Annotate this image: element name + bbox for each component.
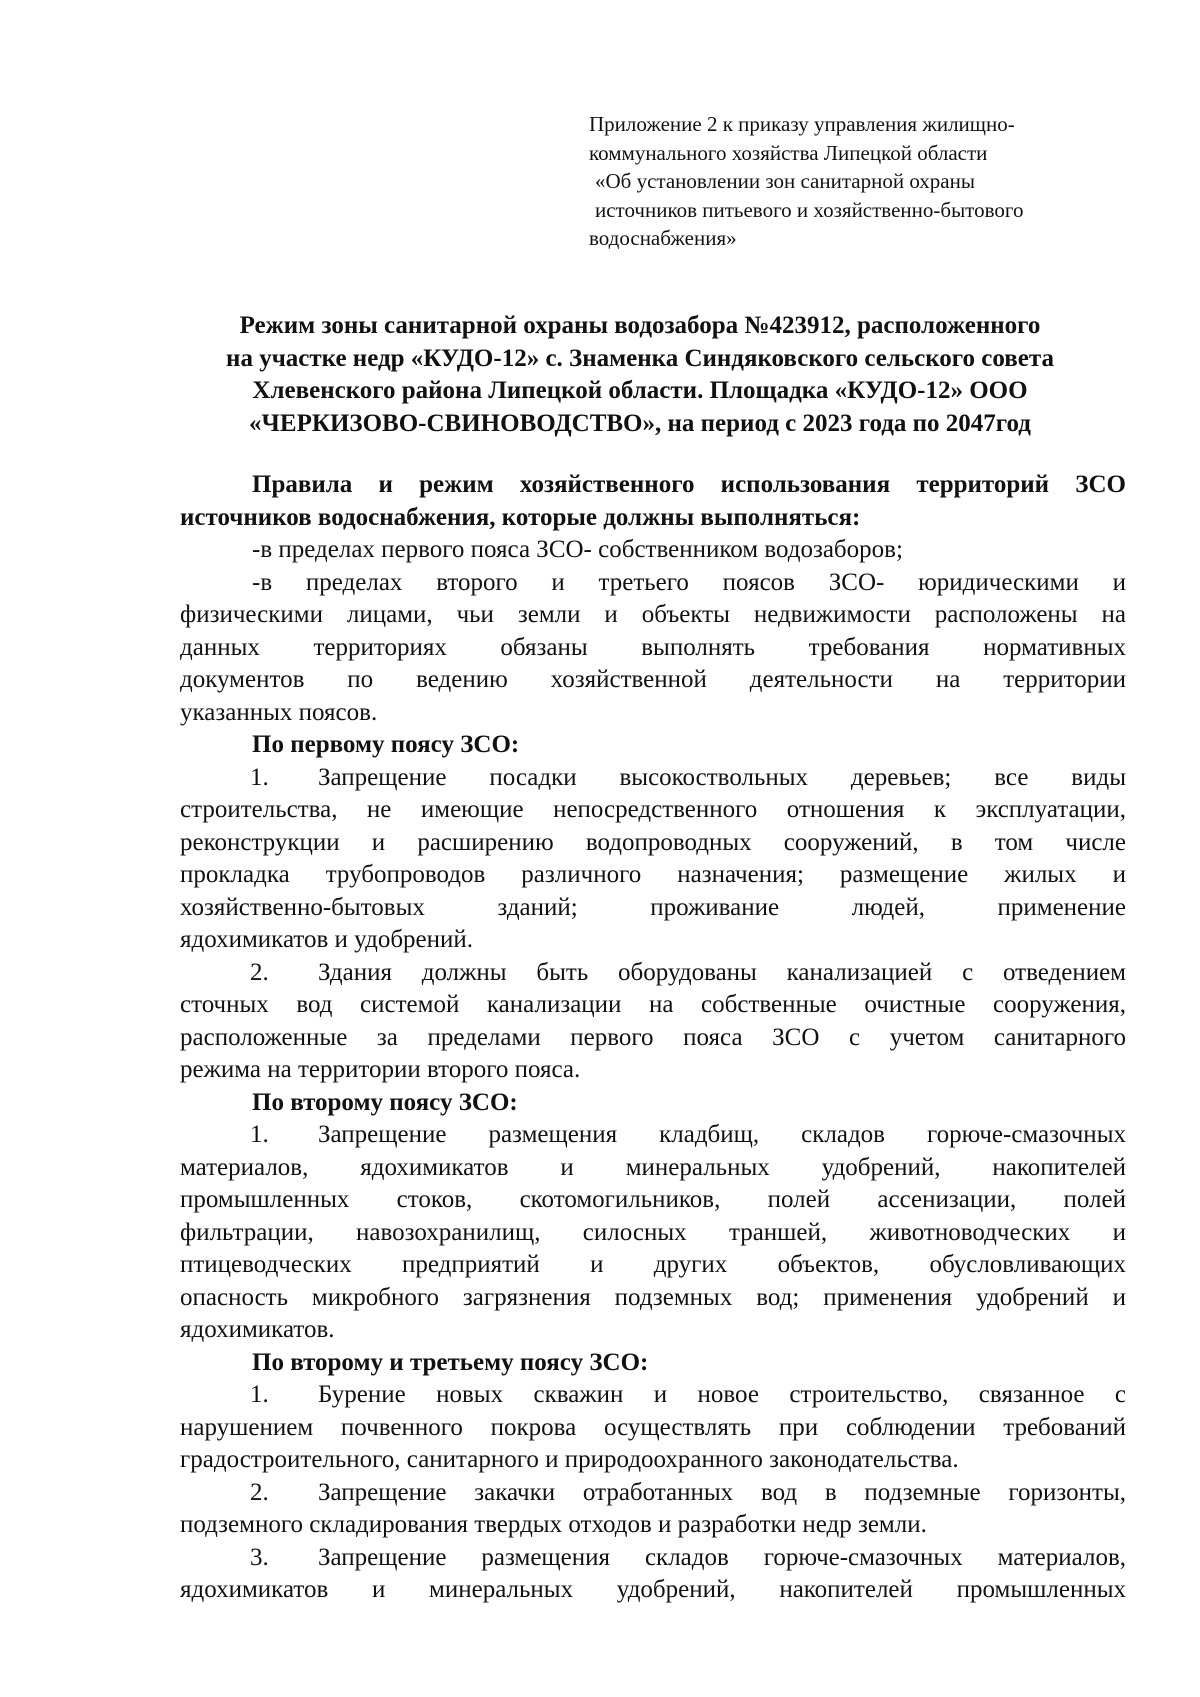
item-line: фильтрации, навозохранилищ, силосных траншей, животноводческих и xyxy=(180,1218,1126,1246)
document-title xyxy=(170,310,1110,440)
title-line: на участке недр «КУДО-12» с. Знаменка Синдяковского сельского совета xyxy=(226,344,1054,372)
item-line: промышленных стоков, скотомогильников, полей ассенизации, полей xyxy=(180,1186,1126,1213)
section-heading-zone23: По второму и третьему поясу ЗСО: xyxy=(252,1348,649,1376)
rules-heading-cont: источников водоснабжения, которые должны выполняться: xyxy=(180,503,861,531)
item-line: опасность микробного загрязнения подземных вод; применения удобрений и xyxy=(180,1283,1126,1311)
title-line: Хлевенского района Липецкой области. Площадка «КУДО-12» ООО xyxy=(252,377,1028,404)
item-text: Запрещение размещения кладбищ, складов горюче-смазочных xyxy=(318,1121,1126,1148)
appendix-line: водоснабжения» xyxy=(589,226,737,250)
list-item-first-line xyxy=(180,1379,1126,1412)
intro-line: указанных поясов. xyxy=(180,698,378,726)
item-text: Запрещение посадки высокоствольных деревьев; все виды xyxy=(318,763,1126,791)
intro-line: данных территориях обязаны выполнять требования нормативных xyxy=(180,633,1126,661)
appendix-line: источников питьевого и хозяйственно-бытового xyxy=(595,197,1024,222)
item-line: ядохимикатов и минеральных удобрений, накопителей промышленных xyxy=(180,1576,1126,1603)
rules-heading: Правила и режим хозяйственного использования территорий ЗСО xyxy=(252,471,1126,498)
list-item-first-line xyxy=(180,1542,1126,1575)
item-line: прокладка трубопроводов различного назначения; размещение жилых и xyxy=(180,861,1126,888)
item-line: подземного складирования твердых отходов и разработки недр земли. xyxy=(180,1511,927,1538)
appendix-line: Приложение 2 к приказу управления жилищно- xyxy=(589,112,1015,136)
section-heading-zone2: По второму поясу ЗСО: xyxy=(252,1088,518,1116)
item-line: градостроительного, санитарного и природоохранного законодательства. xyxy=(180,1446,959,1473)
list-item-first-line xyxy=(180,1119,1126,1152)
item-line: материалов, ядохимикатов и минеральных удобрений, накопителей xyxy=(180,1153,1126,1181)
item-number: 1. xyxy=(250,1121,269,1148)
intro-line: -в пределах второго и третьего поясов ЗСО- юридическими и xyxy=(252,568,1126,596)
list-item-first-line xyxy=(180,1477,1126,1510)
appendix-line: коммунального хозяйства Липецкой области xyxy=(589,140,988,165)
item-number: 1. xyxy=(250,1381,269,1408)
item-line: сточных вод системой канализации на собственные очистные сооружения, xyxy=(180,991,1126,1018)
section-heading-zone1: По первому поясу ЗСО: xyxy=(252,731,520,758)
intro-line: физическими лицами, чьи земли и объекты недвижимости расположены на xyxy=(180,601,1126,628)
item-number: 1. xyxy=(250,763,269,791)
intro-line: -в пределах первого пояса ЗСО- собственником водозаборов; xyxy=(252,536,903,563)
item-line: птицеводческих предприятий и других объектов, обусловливающих xyxy=(180,1251,1126,1278)
appendix-line: «Об установлении зон санитарной охраны xyxy=(595,169,975,193)
appendix-note xyxy=(589,110,1109,253)
item-number: 2. xyxy=(250,958,269,986)
item-line: реконструкции и расширению водопроводных сооружений, в том числе xyxy=(180,828,1126,856)
item-number: 3. xyxy=(250,1543,269,1571)
item-line: ядохимикатов и удобрений. xyxy=(180,926,474,953)
intro-line: документов по ведению хозяйственной деятельности на территории xyxy=(180,666,1126,693)
item-line: расположенные за пределами первого пояса ЗСО с учетом санитарного xyxy=(180,1023,1126,1051)
item-text: Запрещение закачки отработанных вод в подземные горизонты, xyxy=(318,1478,1126,1506)
item-number: 2. xyxy=(250,1478,269,1506)
item-text: Бурение новых скважин и новое строительство, связанное с xyxy=(318,1381,1126,1408)
item-text: Запрещение размещения складов горюче-смазочных материалов, xyxy=(318,1543,1126,1571)
list-item-first-line xyxy=(180,957,1126,990)
item-line: хозяйственно-бытовых зданий; проживание людей, применение xyxy=(180,893,1126,921)
item-line: строительства, не имеющие непосредственного отношения к эксплуатации, xyxy=(180,796,1126,823)
item-text: Здания должны быть оборудованы канализацией с отведением xyxy=(318,958,1126,986)
title-line: Режим зоны санитарной охраны водозабора №423912, расположенного xyxy=(239,312,1041,339)
title-line: «ЧЕРКИЗОВО-СВИНОВОДСТВО», на период с 2023 года по 2047год xyxy=(249,409,1031,437)
item-line: нарушением почвенного покрова осуществлять при соблюдении требований xyxy=(180,1413,1126,1441)
item-line: ядохимикатов. xyxy=(180,1316,335,1343)
document-body xyxy=(180,469,1126,1607)
item-line: режима на территории второго пояса. xyxy=(180,1056,581,1083)
list-item-first-line xyxy=(180,762,1126,795)
